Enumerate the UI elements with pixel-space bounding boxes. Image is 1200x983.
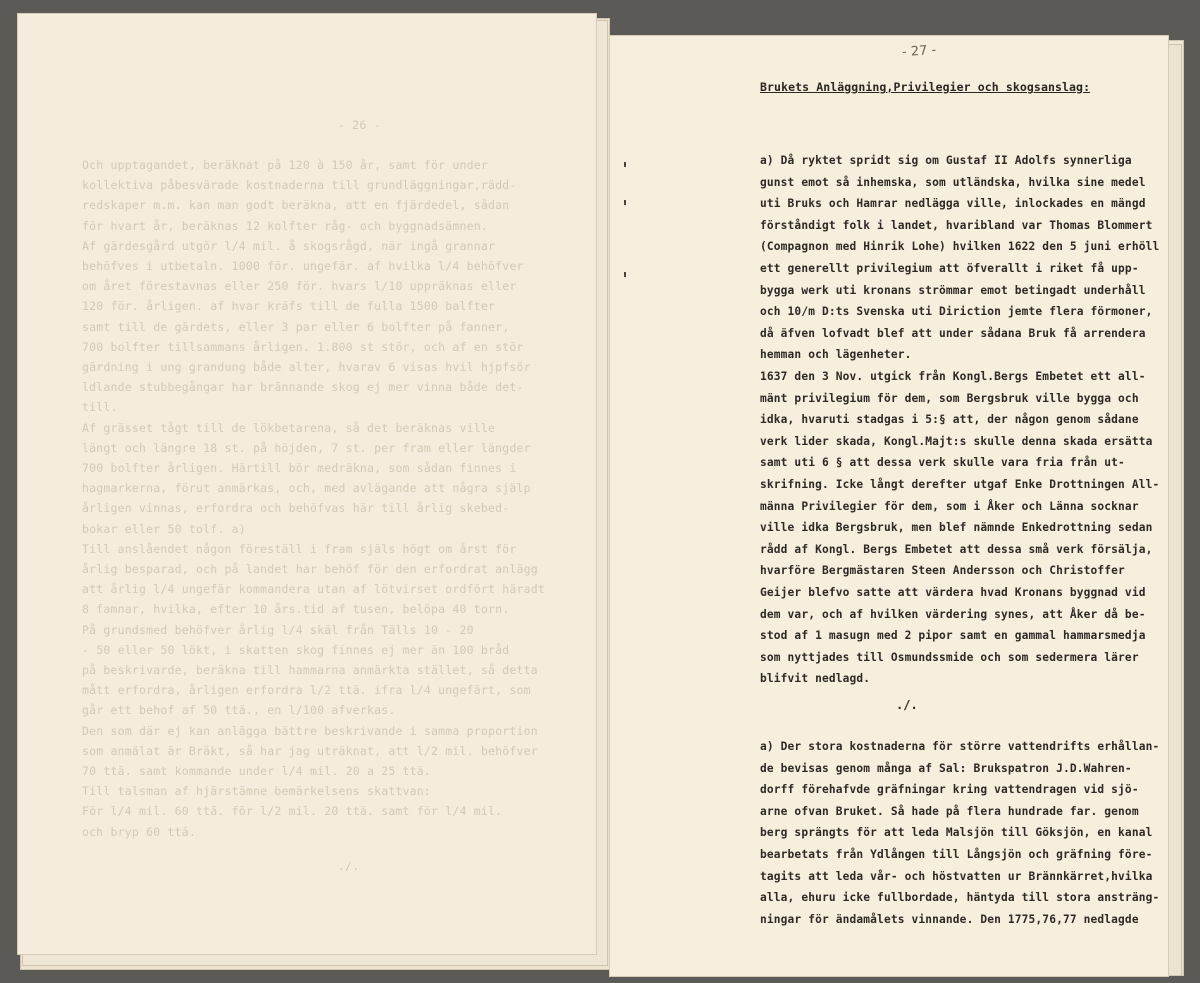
- ghost-line: - 50 eller 50 lökt, i skatten skog finnes ej mer än 100 bråd: [82, 642, 510, 657]
- margin-mark: [624, 162, 626, 167]
- ghost-line: hagmarkerna, förut anmärkas, och, med avlägande att några själp: [82, 481, 531, 496]
- text-line: skrifning. Icke långt derefter utgaf Enke Drottningen All-: [760, 478, 1160, 491]
- document-heading: Brukets Anläggning,Privilegier och skogsanslag:: [760, 80, 1091, 94]
- text-line: Geijer blefvo satte att värdera hvad Kronans byggnad vid: [760, 586, 1146, 599]
- text-line: a) Då ryktet spridt sig om Gustaf II Adolfs synnerliga: [760, 154, 1132, 167]
- ghost-line: Den som där ej kan anlägga bättre beskrivande i samma proportion: [82, 723, 538, 738]
- text-line: de bevisas genom många af Sal: Brukspatron J.D.Wahren-: [760, 761, 1132, 775]
- ghost-line: 8 famnar, hvilka, efter 10 års.tid af tusen, belöpa 40 torn.: [82, 602, 510, 617]
- text-line: gunst emot så inhemska, som utländska, hvilka sine medel: [760, 175, 1146, 189]
- ghost-line: längt och längre 18 st. på höjden, 7 st. per fram eller längder: [82, 440, 531, 455]
- text-line: berg sprängts för att leda Malsjön till Göksjön, en kanal: [760, 826, 1153, 840]
- text-line: bearbetats från Ydlången till Långsjön och gräfning före-: [760, 848, 1153, 861]
- ghost-line: årligen vinnas, erfordra och behöfvas här till årlig skebed-: [82, 501, 510, 516]
- ghost-line: Af grässet tågt till de lökbetarena, så det beräknas ville: [82, 420, 496, 435]
- ghost-line: ldlande stubbegångar har brännande skog ej mer vinna både det-: [82, 380, 524, 395]
- ghost-line: 70 ttä. samt kommande under l/4 mil. 20 a 25 ttä.: [82, 764, 432, 778]
- ghost-line: Till talsman af hjärstämne bemärkelsens skattvan:: [82, 784, 432, 799]
- text-line: stod af 1 masugn med 2 pipor samt en gammal hammarsmedja: [760, 629, 1146, 643]
- ghost-line: bokar eller 50 tolf. a): [82, 521, 246, 536]
- ghost-line: går ett behof af 50 ttä., en l/100 afverkas.: [82, 703, 396, 718]
- ghost-line: gärdning i ung grandung både alter, hvarav 6 visas hvil hjpfsör: [82, 360, 531, 374]
- ghost-page-number: - 26 -: [338, 118, 381, 132]
- text-line: ett generellt privilegium att öfverallt i riket få upp-: [760, 262, 1139, 275]
- text-line: mänt privilegium för dem, som Bergsbruk ville bygga och: [760, 391, 1139, 405]
- ghost-line: för hvart år, beräknas 12 kolfter råg- och byggnadsämnen.: [82, 218, 489, 233]
- text-line: 1637 den 3 Nov. utgick från Kongl.Bergs Embetet ett all-: [760, 370, 1146, 383]
- ghost-line: 700 bolfter årligen. Härtill bör medräkna, som sådan finnes i: [82, 461, 517, 475]
- ghost-line: redskaper m.m. kan man godt beräkna, att en fjärdedel, sådan: [82, 198, 510, 213]
- text-line: idka, hvaruti stadgas i 5:§ att, der någon genom sådane: [760, 413, 1139, 427]
- section-separator: ./.: [896, 698, 918, 712]
- text-line: och 10/m D:ts Svenska uti Diriction jemte flera förmoner,: [760, 305, 1153, 319]
- bleed-through-text: [18, 14, 596, 954]
- ghost-line: årlig besparad, och på landet har behöf för den erfordrat anlägg: [82, 562, 538, 576]
- text-line: samt uti 6 § att dessa verk skulle vara fria från ut-: [760, 456, 1125, 470]
- text-line: då äfven lofvadt blef att under sådana Bruk få arrendera: [760, 326, 1146, 340]
- text-line: männa Privilegier för dem, som i Åker och Länna socknar: [760, 499, 1139, 513]
- ghost-line: 120 för. årligen. af hvar kräfs till de fulla 1500 balfter: [82, 299, 496, 314]
- text-line: förståndigt folk i landet, hvaribland var Thomas Blommert: [760, 218, 1153, 232]
- text-line: arne ofvan Bruket. Så hade på flera hundrade far. genom: [760, 804, 1139, 818]
- text-line: som nyttjades till Osmundssmide och som sedermera lärer: [760, 650, 1139, 664]
- ghost-line: Till anslåendet någon föreställ i fram själs högt om årst för: [82, 541, 517, 556]
- ghost-line: samt till de gärdets, eller 3 par eller 6 bolfter på fanner,: [82, 319, 510, 334]
- ghost-line: För l/4 mil. 60 ttä. för l/2 mil. 20 ttä. samt för l/4 mil.: [82, 804, 503, 819]
- ghost-line: Af gärdesgård utgör l/4 mil. å skogsrågd, när ingå grannar: [82, 238, 496, 253]
- ghost-line: att årlig l/4 ungefär kommandera utan af lötvirset ordfört häradt: [82, 582, 546, 597]
- typed-document: [610, 36, 1168, 976]
- right-page: [610, 36, 1168, 976]
- margin-mark: [624, 200, 626, 205]
- text-line: ningar för ändamålets vinnande. Den 1775,76,77 nedlagde: [760, 912, 1139, 926]
- text-line: hemman och lägenheter.: [760, 348, 912, 362]
- ghost-line: Och upptagandet, beräknat på 120 à 150 år, samt för under: [82, 158, 489, 172]
- page-number: - 27 -: [901, 42, 937, 61]
- text-line: hvarföre Bergmästaren Steen Andersson och Christoffer: [760, 564, 1125, 578]
- left-page: [18, 14, 596, 954]
- text-line: dem var, och af hvilken värdering synes, att Åker då be-: [760, 607, 1146, 621]
- margin-mark: [624, 272, 626, 277]
- text-line: uti Bruks och Hamrar nedlägga ville, inlockades en mängd: [760, 197, 1146, 211]
- ghost-line: och bryp 60 ttä.: [82, 824, 196, 839]
- text-line: alla, ehuru icke fullbordade, häntyda till stora ansträng-: [760, 891, 1160, 905]
- text-line: bygga werk uti kronans strömmar emot betingadt underhåll: [760, 283, 1146, 297]
- text-line: ville idka Bergsbruk, men blef nämnde Enkedrottning sedan: [760, 521, 1153, 535]
- ghost-line: till.: [82, 400, 118, 415]
- text-line: verk lider skada, Kongl.Majt:s skulle denna skada ersätta: [760, 434, 1153, 448]
- ghost-line: på beskrivarde, beräkna till hammarna anmärkta stället, så detta: [82, 663, 538, 677]
- ghost-line: På grundsmed behöfver årlig l/4 skäl från Tälls 10 - 20: [82, 622, 474, 637]
- ghost-line: om året förestavnas eller 250 för. hvars l/10 uppräknas eller: [82, 279, 517, 294]
- text-line: (Compagnon med Hinrik Lohe) hvilken 1622 den 5 juni erhöll: [760, 240, 1160, 254]
- ghost-line: som anmälat är Bräkt, så har jag uträknat, att l/2 mil. behöfver: [82, 743, 538, 758]
- ghost-line: mått erfordra, årligen erfordra l/2 ttä. ifra l/4 ungefärt, som: [82, 683, 531, 698]
- text-line: blifvit nedlagd.: [760, 672, 871, 686]
- text-line: a) Der stora kostnaderna för större vattendrifts erhållan-: [760, 740, 1160, 753]
- text-line: dorff förehafvde gräfningar kring vattendragen vid sjö-: [760, 783, 1139, 797]
- text-line: rådd af Kongl. Bergs Embetet att dessa små verk försälja,: [760, 542, 1153, 556]
- ghost-line: kollektiva påbesvärade kostnaderna till grundläggningar,rädd-: [82, 178, 517, 193]
- text-line: tagits att leda vår- och höstvatten ur Brännkärret,hvilka: [760, 869, 1153, 883]
- ghost-line: behöfves i utbetaln. 1000 för. ungefär. af hvilka l/4 behöfver: [82, 259, 524, 273]
- ghost-footer: ./.: [338, 858, 360, 873]
- ghost-line: 700 bolfter tillsammans årligen. 1.800 st stör, och af en stör: [82, 339, 524, 354]
